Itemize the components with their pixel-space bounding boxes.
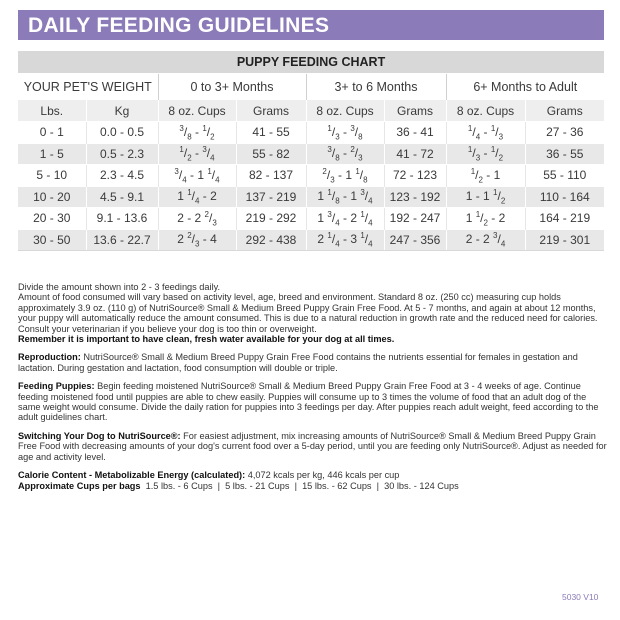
- lbs-cell: 1 - 5: [18, 143, 86, 165]
- grams-0-3-cell: 219 - 292: [236, 208, 306, 230]
- cups-0-3-cell: $^3/_8 - ^1/_2$: [158, 122, 236, 144]
- grams-3-6-cell: 41 - 72: [384, 143, 446, 165]
- cups-0-3-cell: $^3/_4 - 1$ $^1/_4$: [158, 165, 236, 187]
- grams-3-6-cell: 247 - 356: [384, 229, 446, 251]
- page-title: DAILY FEEDING GUIDELINES: [28, 14, 330, 37]
- cups-0-3-cell: $^1/_2 - ^3/_4$: [158, 143, 236, 165]
- page-title-banner: [18, 10, 604, 40]
- calorie-text: 4,072 kcals per kg, 446 kcals per cup: [245, 470, 400, 481]
- fraction: $^1/_2$: [490, 145, 504, 163]
- notes-intro: [18, 282, 608, 344]
- fraction: $^1/_2$: [493, 188, 506, 206]
- fraction: $^1/_8$: [355, 166, 368, 184]
- fraction: $^1/_4$: [360, 209, 373, 227]
- table-row: [18, 165, 604, 187]
- cups-3-6-cell: $^3/_8 - ^2/_3$: [306, 143, 384, 165]
- chart-subheader-row: [18, 100, 604, 122]
- table-row: [18, 143, 604, 165]
- cups-3-6-cell: 1 $^3/_4 - 2$ $^1/_4$: [306, 208, 384, 230]
- subheader-grams: Grams: [384, 100, 446, 122]
- table-row: [18, 208, 604, 230]
- fraction: $^1/_4$: [207, 166, 220, 184]
- fraction: $^2/_3$: [204, 209, 217, 227]
- header-6-adult: 6+ Months to Adult: [446, 74, 604, 100]
- table-row: [18, 229, 604, 251]
- fraction: $^1/_2$: [179, 145, 192, 163]
- lbs-cell: 10 - 20: [18, 186, 86, 208]
- reproduction-text: NutriSource® Small & Medium Breed Puppy Grain Free Food contains the nutrients essential for females in gestation and lactation. During gestation and lactation, food consumption will double or triple.: [18, 352, 578, 373]
- lbs-cell: 30 - 50: [18, 229, 86, 251]
- fraction: $^1/_3$: [327, 123, 340, 141]
- cups-0-3-cell: 2 - 2 $^2/_3$: [158, 208, 236, 230]
- fraction: $^1/_2$: [470, 166, 483, 184]
- header-3-6-months: 3+ to 6 Months: [306, 74, 446, 100]
- switching-text: For easiest adjustment, mix increasing amounts of NutriSource® Small & Medium Breed Puppy Grain Free Food with decreasing amounts of your dog's current food over a 5-day period, until you are feeding only NutriSource®. Adjust as needed for age and activity level.: [18, 430, 607, 462]
- lbs-cell: 20 - 30: [18, 208, 86, 230]
- grams-3-6-cell: 192 - 247: [384, 208, 446, 230]
- switching-label: Switching Your Dog to NutriSource®:: [18, 430, 181, 441]
- note-amount: Amount of food consumed will vary based on activity level, age, breed and environment. Standard 8 oz. (250 cc) measuring cup holds approximately 3.9 oz. (110 g) of NutriSource® Small & Medium Breed Puppy Grain Free Food. At 5 - 7 months, and again at about 12 months, your puppy will automatically reduce the amount consumed. This is due to a natural reduction in growth rate and the reduced need for calories. Consult your veterinarian if you believe your dog is too thin or overweight.: [18, 292, 598, 334]
- cups-6-adult-cell: $^1/_4 - ^1/_3$: [446, 122, 525, 144]
- lbs-cell: 0 - 1: [18, 122, 86, 144]
- subheader-cups: 8 oz. Cups: [306, 100, 384, 122]
- note-divide: Divide the amount shown into 2 - 3 feedings daily.: [18, 282, 221, 292]
- kg-cell: 13.6 - 22.7: [86, 229, 158, 251]
- grams-6-adult-cell: 27 - 36: [525, 122, 604, 144]
- subheader-cups: 8 oz. Cups: [446, 100, 525, 122]
- grams-6-adult-cell: 164 - 219: [525, 208, 604, 230]
- grams-0-3-cell: 292 - 438: [236, 229, 306, 251]
- subheader-kg: Kg: [86, 100, 158, 122]
- cups-per-bag-label: Approximate Cups per bags: [18, 480, 141, 491]
- header-0-3-months: 0 to 3+ Months: [158, 74, 306, 100]
- fraction: $^1/_4$: [360, 231, 373, 249]
- chart-title: PUPPY FEEDING CHART: [18, 51, 604, 74]
- fraction: $^2/_3$: [322, 166, 335, 184]
- subheader-grams: Grams: [236, 100, 306, 122]
- grams-0-3-cell: 41 - 55: [236, 122, 306, 144]
- fraction: $^1/_3$: [467, 145, 481, 163]
- feeding-puppies-label: Feeding Puppies:: [18, 381, 95, 392]
- kg-cell: 9.1 - 13.6: [86, 208, 158, 230]
- cups-3-6-cell: 2 $^1/_4 - 3$ $^1/_4$: [306, 229, 384, 251]
- kg-cell: 0.5 - 2.3: [86, 143, 158, 165]
- notes-reproduction: [18, 352, 608, 373]
- grams-3-6-cell: 72 - 123: [384, 165, 446, 187]
- fraction: $^3/_8$: [327, 145, 340, 163]
- kg-cell: 2.3 - 4.5: [86, 165, 158, 187]
- grams-3-6-cell: 36 - 41: [384, 122, 446, 144]
- fraction: $^1/_4$: [327, 231, 340, 249]
- cups-6-adult-cell: $^1/_3 - ^1/_2$: [446, 143, 525, 165]
- fraction: $^2/_3$: [187, 231, 200, 249]
- calorie-label: Calorie Content - Metabolizable Energy (calculated):: [18, 470, 246, 481]
- fraction: $^1/_2$: [202, 123, 215, 141]
- kg-cell: 0.0 - 0.5: [86, 122, 158, 144]
- product-code: 5030 V10: [562, 592, 599, 602]
- grams-6-adult-cell: 36 - 55: [525, 143, 604, 165]
- feeding-notes: [18, 282, 608, 491]
- chart-header-row: [18, 74, 604, 100]
- grams-3-6-cell: 123 - 192: [384, 186, 446, 208]
- cups-3-6-cell: $^1/_3 - ^3/_8$: [306, 122, 384, 144]
- fraction: $^1/_4$: [187, 188, 200, 206]
- cups-6-adult-cell: 1 - 1 $^1/_2$: [446, 186, 525, 208]
- subheader-grams: Grams: [525, 100, 604, 122]
- fraction: $^3/_4$: [493, 231, 506, 249]
- grams-0-3-cell: 55 - 82: [236, 143, 306, 165]
- fraction: $^1/_4$: [467, 123, 481, 141]
- cups-3-6-cell: 1 $^1/_8 - 1$ $^3/_4$: [306, 186, 384, 208]
- header-weight: YOUR PET'S WEIGHT: [18, 74, 158, 100]
- subheader-lbs: Lbs.: [18, 100, 86, 122]
- grams-0-3-cell: 82 - 137: [236, 165, 306, 187]
- lbs-cell: 5 - 10: [18, 165, 86, 187]
- cups-6-adult-cell: $^1/_2 - 1$: [446, 165, 525, 187]
- kg-cell: 4.5 - 9.1: [86, 186, 158, 208]
- table-row: [18, 122, 604, 144]
- cups-3-6-cell: $^2/_3 - 1$ $^1/_8$: [306, 165, 384, 187]
- fraction: $^3/_8$: [179, 123, 192, 141]
- fraction: $^3/_4$: [360, 188, 373, 206]
- chart-title-row: [18, 51, 604, 74]
- reproduction-label: Reproduction:: [18, 352, 81, 363]
- notes-switching: [18, 431, 608, 462]
- grams-6-adult-cell: 55 - 110: [525, 165, 604, 187]
- feeding-puppies-text: Begin feeding moistened NutriSource® Small & Medium Breed Puppy Grain Free Food at 3 - 4 weeks of age. Continue feeding moistened food until puppies are able to chew easily. Puppies will consume up to 3 times the volume of food that an adult dog of the same weight would consume. Divide the daily ration for puppies into 3 feedings per day. After puppies reach adult weight, feed according to the adult guidelines chart.: [18, 381, 599, 423]
- fraction: $^1/_2$: [475, 209, 488, 227]
- note-water: Remember it is important to have clean, fresh water available for your dog at all times.: [18, 334, 395, 345]
- puppy-feeding-chart: [18, 50, 604, 251]
- cups-0-3-cell: 1 $^1/_4 - 2$: [158, 186, 236, 208]
- notes-feeding-puppies: [18, 381, 608, 423]
- cups-6-adult-cell: 2 - 2 $^3/_4$: [446, 229, 525, 251]
- fraction: $^3/_8$: [350, 123, 363, 141]
- cups-per-bag-text: 1.5 lbs. - 6 Cups | 5 lbs. - 21 Cups | 15 lbs. - 62 Cups | 30 lbs. - 124 Cups: [140, 480, 459, 491]
- fraction: $^1/_8$: [327, 188, 340, 206]
- grams-6-adult-cell: 219 - 301: [525, 229, 604, 251]
- notes-calories: [18, 470, 608, 491]
- fraction: $^2/_3$: [350, 145, 363, 163]
- fraction: $^1/_3$: [490, 123, 504, 141]
- cups-6-adult-cell: 1 $^1/_2 - 2$: [446, 208, 525, 230]
- fraction: $^3/_4$: [327, 209, 340, 227]
- grams-6-adult-cell: 110 - 164: [525, 186, 604, 208]
- grams-0-3-cell: 137 - 219: [236, 186, 306, 208]
- fraction: $^3/_4$: [202, 145, 215, 163]
- cups-0-3-cell: 2 $^2/_3 - 4$: [158, 229, 236, 251]
- subheader-cups: 8 oz. Cups: [158, 100, 236, 122]
- table-row: [18, 186, 604, 208]
- fraction: $^3/_4$: [174, 166, 187, 184]
